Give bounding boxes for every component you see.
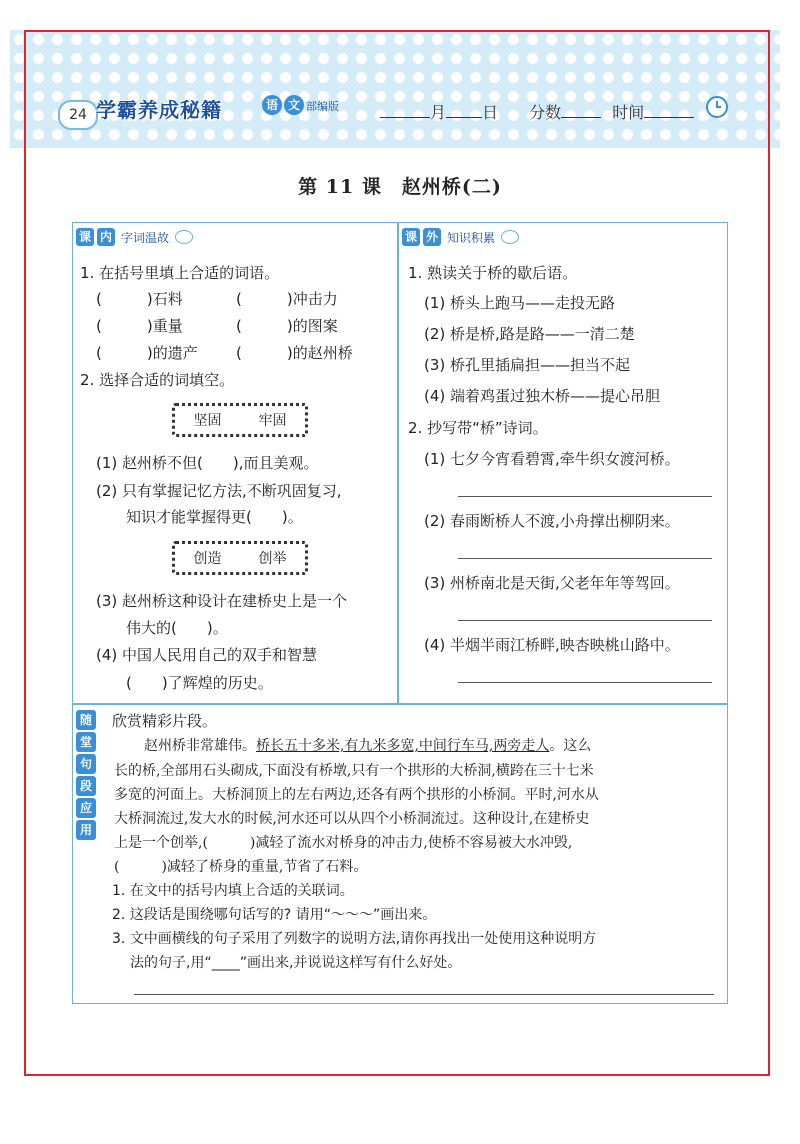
reading-question: 2. 这段话是围绕哪句话写的? 请用“～～～”画出来。 (112, 907, 437, 923)
fill-item[interactable]: ( )了辉煌的历史。 (126, 674, 273, 692)
tag-chip: 外 (423, 228, 441, 246)
passage-line[interactable]: ( )减轻了桥身的重量,节省了石料。 (114, 859, 368, 875)
lesson-title: 第 11 课 赵州桥(二) (298, 176, 502, 198)
month-blank[interactable] (380, 117, 430, 118)
day-blank[interactable] (446, 117, 482, 118)
idiom-item: (4) 端着鸡蛋过独木桥——提心吊胆 (424, 387, 661, 405)
passage-line: 长的桥,全部用石头砌成,下面没有桥墩,只有一个拱形的大桥洞,横跨在三十七米 (114, 763, 594, 779)
fill-item: (2) 只有掌握记忆方法,不断巩固复习, (96, 482, 342, 500)
fill-item: (4) 中国人民用自己的双手和智慧 (96, 646, 318, 664)
in-class-tag (76, 228, 193, 246)
reading-intro: 欣赏精彩片段。 (112, 712, 218, 730)
reading-question: 1. 在文中的括号内填上合适的关联词。 (112, 883, 354, 899)
question-1: 1. 熟读关于桥的歇后语。 (408, 264, 578, 282)
fill-item[interactable]: ( )的遗产 (96, 344, 198, 362)
brand-title: 学霸养成秘籍 (96, 98, 222, 122)
edition-label: 部编版 (306, 100, 339, 113)
answer-line[interactable] (458, 496, 712, 497)
clock-icon (706, 96, 728, 118)
fill-item: (3) 赵州桥这种设计在建桥史上是一个 (96, 592, 348, 610)
question-2: 2. 选择合适的词填空。 (80, 371, 235, 389)
idiom-item: (1) 桥头上跑马——走投无路 (424, 294, 616, 312)
passage-line[interactable]: 上是一个创举,( )减轻了流水对桥身的冲击力,使桥不容易被大水冲毁, (114, 835, 573, 851)
month-label: 月 (430, 103, 447, 122)
passage-line: 多宽的河面上。大桥洞顶上的左右两边,还各有两个拱形的小桥洞。平时,河水从 (114, 787, 599, 803)
tag-chip: 课 (402, 228, 420, 246)
tag-chip: 课 (76, 228, 94, 246)
passage-line: 赵州桥非常雄伟。桥长五十多米,有九米多宽,中间行车马,两旁走人。这么 (144, 738, 592, 754)
tag-text: 知识积累 (447, 230, 496, 245)
score-blank[interactable] (561, 117, 601, 118)
answer-line[interactable] (458, 682, 712, 683)
question-2: 2. 抄写带“桥”诗词。 (408, 419, 548, 437)
poem-item: (2) 春雨断桥人不渡,小舟撑出柳阴来。 (424, 512, 680, 530)
page-number: 24 (58, 100, 98, 130)
subject-char: 文 (284, 95, 304, 115)
fill-item[interactable]: 伟大的( )。 (126, 619, 228, 637)
reading-side-tag (76, 710, 98, 840)
time-blank[interactable] (644, 117, 694, 118)
side-tag-char: 随 (76, 710, 96, 730)
subject-char: 语 (262, 95, 282, 115)
idiom-item: (2) 桥是桥,路是路——一清二楚 (424, 325, 635, 343)
side-tag-char: 段 (76, 776, 96, 796)
poem-item: (1) 七夕今宵看碧霄,牵牛织女渡河桥。 (424, 450, 680, 468)
side-tag-char: 用 (76, 820, 96, 840)
word-option: 创举 (258, 551, 287, 567)
time-label: 时间 (612, 103, 645, 122)
answer-line[interactable] (458, 558, 712, 559)
fill-item[interactable]: ( )石料 (96, 290, 183, 308)
fill-item[interactable]: ( )的赵州桥 (236, 344, 353, 362)
word-option: 牢固 (258, 413, 287, 429)
word-choice-box (172, 403, 308, 437)
answer-line[interactable] (458, 620, 712, 621)
cloud-icon (501, 230, 519, 244)
passage-line: 大桥洞流过,发大水的时候,河水还可以从四个小桥洞流过。这种设计,在建桥史 (114, 811, 590, 827)
side-tag-char: 堂 (76, 732, 96, 752)
word-option: 创造 (193, 551, 222, 567)
date-score-line (380, 100, 694, 123)
day-label: 日 (482, 103, 499, 122)
fill-item[interactable]: 知识才能掌握得更( )。 (126, 508, 303, 526)
side-tag-char: 应 (76, 798, 96, 818)
subject-badge (262, 95, 304, 115)
fill-item[interactable]: ( )重量 (96, 317, 183, 335)
side-tag-char: 句 (76, 754, 96, 774)
underlined-sentence: 桥长五十多米,有九米多宽,中间行车马,两旁走人 (256, 738, 550, 754)
word-choice-box (172, 541, 308, 575)
tag-chip: 内 (97, 228, 115, 246)
tag-text: 字词温故 (121, 230, 170, 245)
poem-item: (4) 半烟半雨江桥畔,映杏映桃山路中。 (424, 636, 680, 654)
answer-line[interactable] (134, 994, 714, 995)
cloud-icon (175, 230, 193, 244)
extracurricular-tag (402, 228, 519, 246)
question-1: 1. 在括号里填上合适的词语。 (80, 264, 280, 282)
poem-item: (3) 州桥南北是天街,父老年年等驾回。 (424, 574, 680, 592)
fill-item[interactable]: ( )的图案 (236, 317, 338, 335)
reading-question: 法的句子,用“____”画出来,并说说这样写有什么好处。 (130, 955, 462, 971)
score-label: 分数 (529, 103, 562, 122)
fill-item[interactable]: (1) 赵州桥不但( ),而且美观。 (96, 454, 319, 472)
fill-item[interactable]: ( )冲击力 (236, 290, 338, 308)
reading-question: 3. 文中画横线的句子采用了列数字的说明方法,请你再找出一处使用这种说明方 (112, 931, 597, 947)
idiom-item: (3) 桥孔里插扁担——担当不起 (424, 356, 631, 374)
word-option: 坚固 (193, 413, 222, 429)
